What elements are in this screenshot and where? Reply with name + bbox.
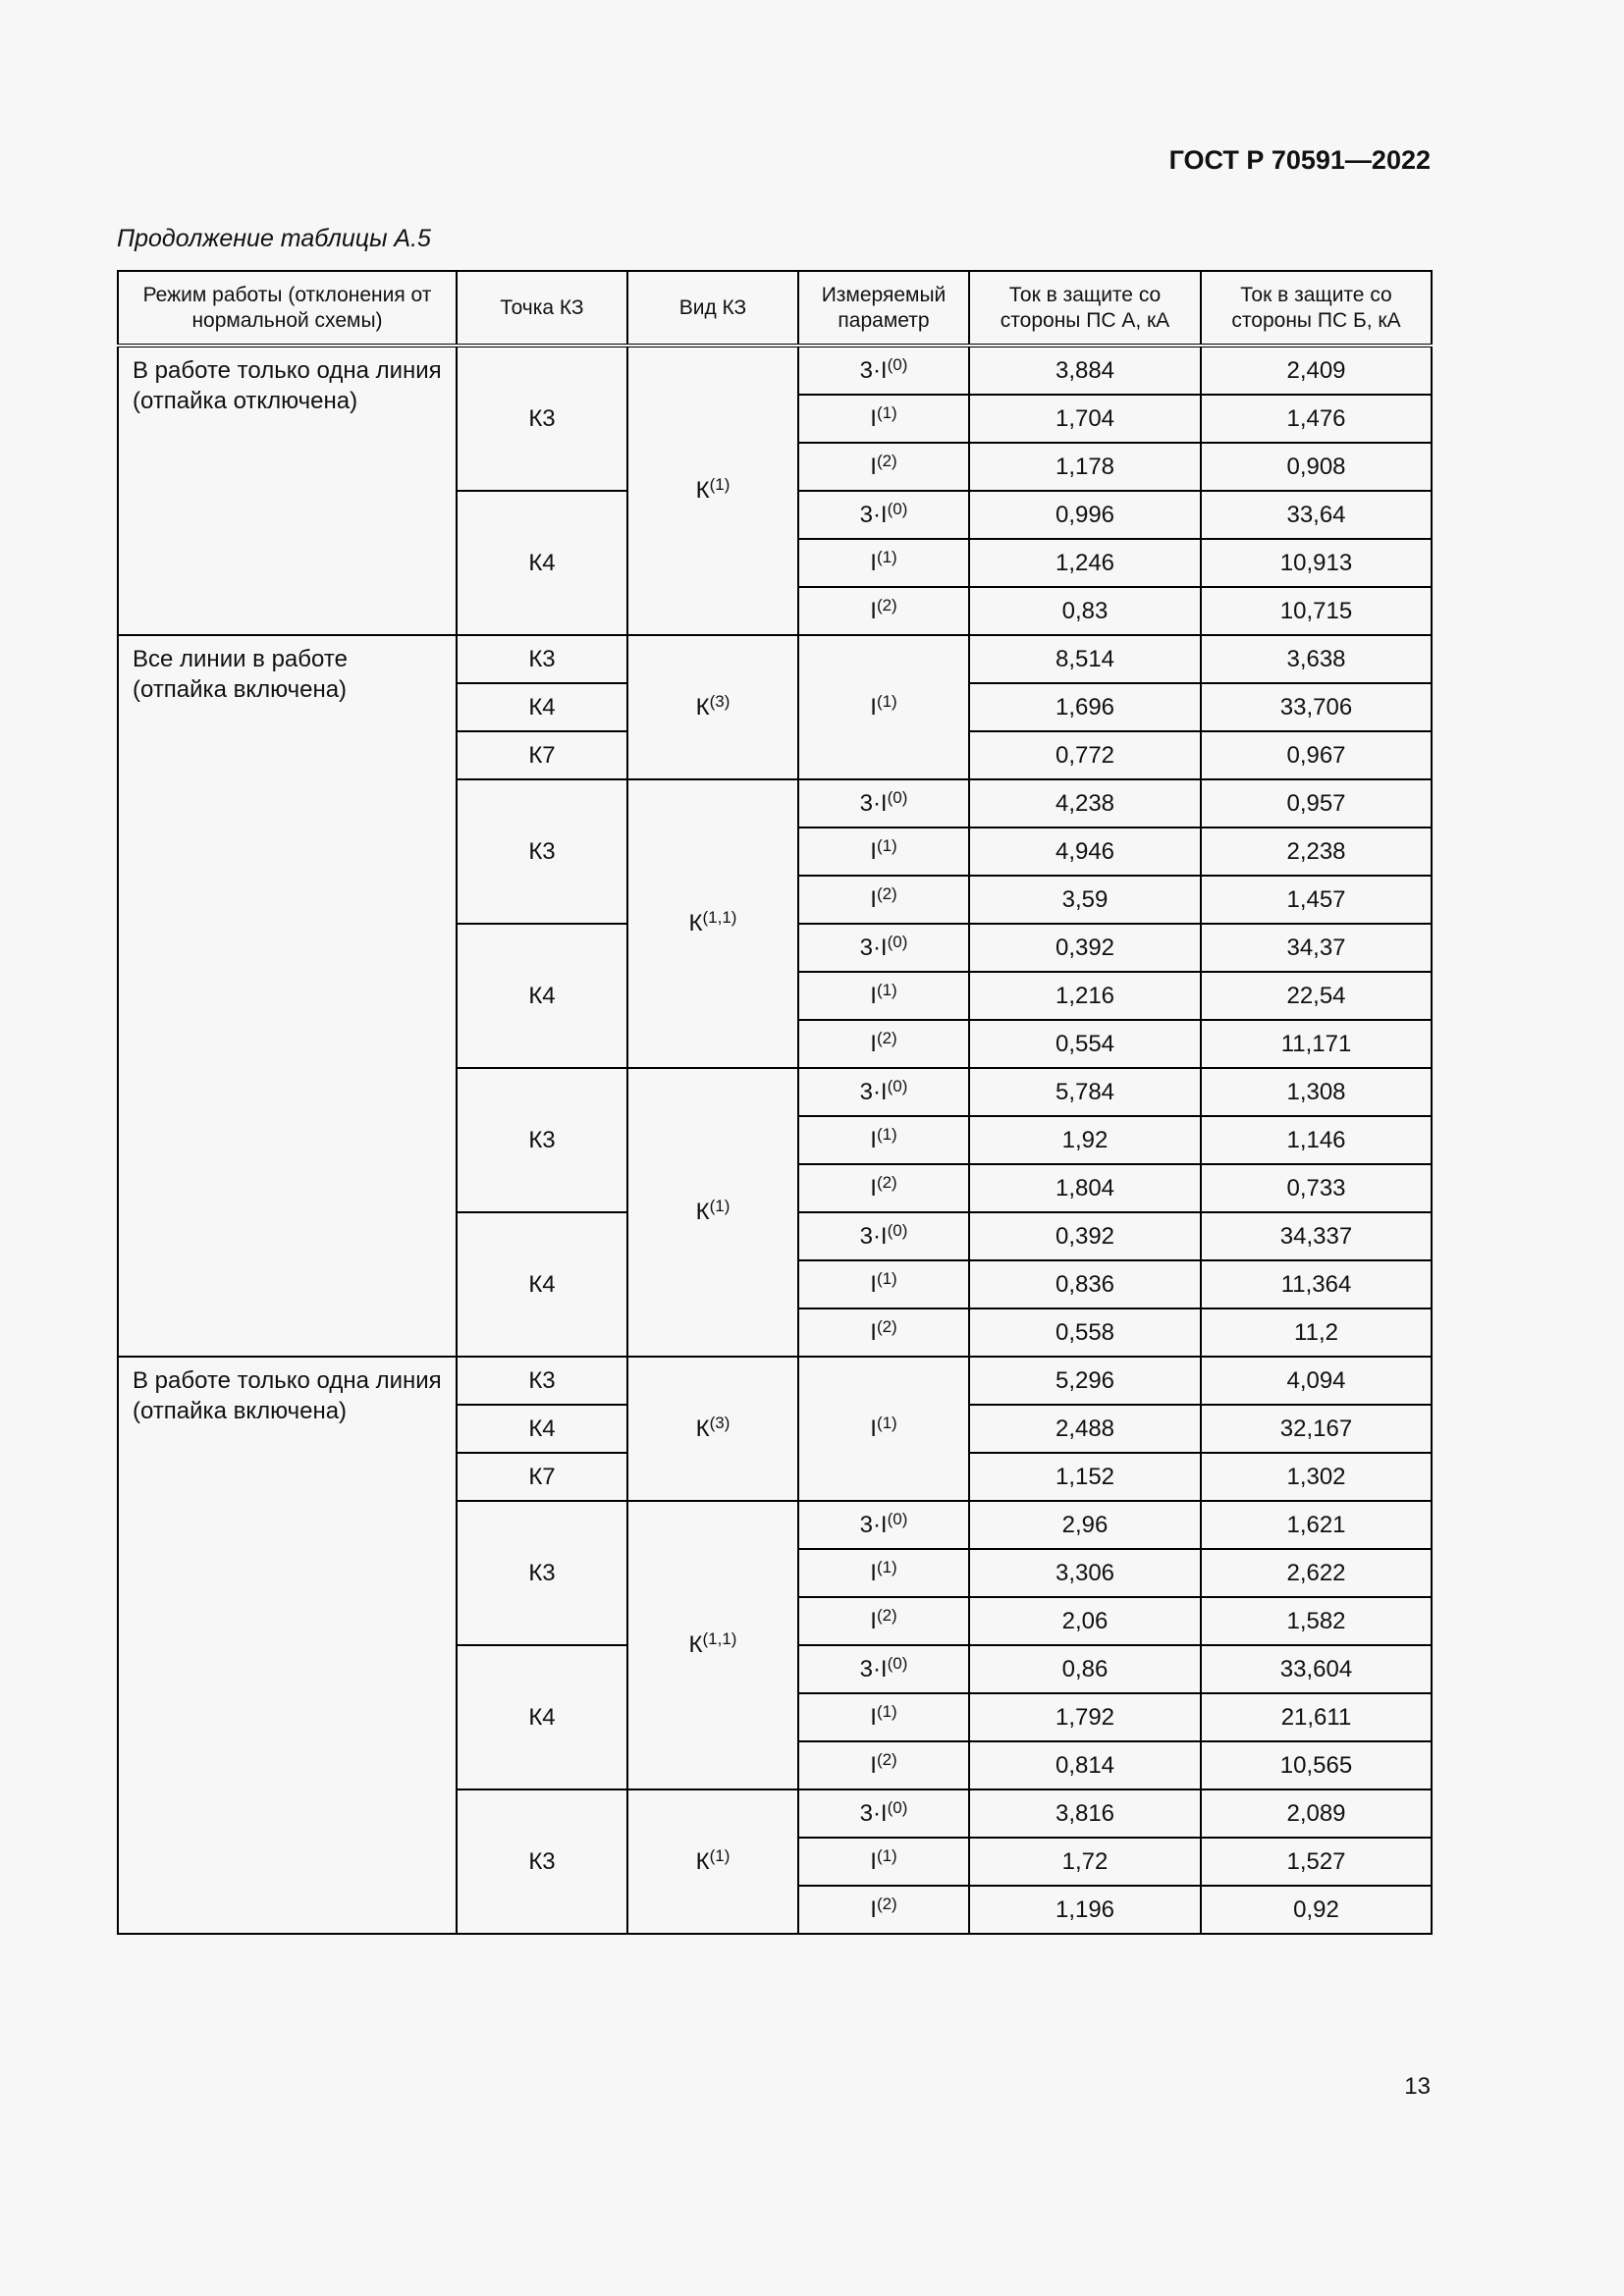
current-b-cell-text: 1,582 (1286, 1607, 1346, 1634)
parameter-cell (798, 395, 969, 443)
column-header: Измеряемый параметр (798, 271, 969, 346)
parameter-cell-text: I (870, 1415, 877, 1442)
parameter-cell-text: I (870, 1174, 877, 1201)
parameter-cell-superscript: (0) (887, 932, 908, 951)
fault-type-cell-superscript: (1) (709, 1197, 731, 1215)
parameter-cell (798, 635, 969, 779)
fault-point-cell-text: К3 (528, 1366, 556, 1394)
table-row (118, 1357, 1432, 1405)
fault-type-cell-superscript: (1) (709, 475, 731, 494)
parameter-cell-text: I (870, 982, 877, 1009)
current-b-cell-text: 22,54 (1286, 982, 1346, 1009)
parameter-cell (798, 1164, 969, 1212)
parameter-cell-text: I (870, 1030, 877, 1057)
fault-point-cell (457, 635, 627, 683)
fault-point-cell (457, 1501, 627, 1645)
current-a-cell-text: 8,514 (1055, 645, 1115, 672)
parameter-cell (798, 1501, 969, 1549)
current-b-cell-text: 1,146 (1286, 1126, 1346, 1153)
current-a-cell (969, 1116, 1201, 1164)
column-header: Ток в защите со стороны ПС Б, кА (1201, 271, 1432, 346)
column-header: Режим работы (отклонения от нормальной схемы) (118, 271, 457, 346)
current-b-cell (1201, 1260, 1432, 1308)
parameter-cell (798, 1886, 969, 1934)
current-a-cell (969, 1838, 1201, 1886)
parameter-cell-text: 3·I (859, 356, 888, 384)
fault-type-cell (627, 346, 798, 635)
current-b-cell-text: 2,622 (1286, 1559, 1346, 1586)
current-b-cell-text: 3,638 (1286, 645, 1346, 672)
current-a-cell-text: 1,696 (1055, 693, 1115, 721)
parameter-cell-text: I (870, 404, 877, 432)
current-b-cell-text: 34,337 (1279, 1222, 1353, 1250)
current-b-cell-text: 1,621 (1286, 1511, 1346, 1538)
current-b-cell (1201, 1645, 1432, 1693)
current-b-cell (1201, 1116, 1432, 1164)
parameter-cell (798, 587, 969, 635)
current-b-cell-text: 1,527 (1286, 1847, 1346, 1875)
fault-point-cell-text: К7 (528, 1463, 556, 1490)
current-a-cell (969, 1549, 1201, 1597)
parameter-cell-superscript: (0) (887, 354, 908, 374)
fault-current-table (117, 270, 1433, 1935)
parameter-cell-text: I (870, 1126, 877, 1153)
current-a-cell (969, 1789, 1201, 1838)
parameter-cell-superscript: (2) (876, 1894, 897, 1913)
current-b-cell (1201, 972, 1432, 1020)
current-b-cell-text: 11,2 (1294, 1318, 1338, 1346)
parameter-cell-superscript: (1) (876, 1557, 897, 1576)
parameter-cell-superscript: (2) (876, 1316, 897, 1336)
current-a-cell-text: 1,246 (1055, 549, 1115, 576)
current-a-cell (969, 683, 1201, 731)
parameter-cell-text: I (870, 693, 877, 721)
parameter-cell-superscript: (0) (887, 1220, 908, 1240)
current-b-cell (1201, 346, 1432, 395)
current-a-cell (969, 1357, 1201, 1405)
fault-point-cell-text: К4 (528, 1703, 556, 1731)
current-a-cell-text: 1,804 (1055, 1174, 1115, 1201)
current-a-cell-text: 0,772 (1055, 741, 1115, 769)
current-a-cell-text: 0,86 (1061, 1655, 1109, 1682)
fault-point-cell (457, 779, 627, 924)
current-b-cell-text: 0,733 (1286, 1174, 1346, 1201)
fault-type-cell (627, 635, 798, 779)
fault-type-cell (627, 1501, 798, 1789)
parameter-cell-superscript: (0) (887, 1509, 908, 1528)
current-b-cell-text: 11,364 (1280, 1270, 1352, 1298)
parameter-cell-superscript: (2) (876, 451, 897, 470)
current-a-cell-text: 2,488 (1055, 1415, 1115, 1442)
parameter-cell-text: I (870, 1270, 877, 1298)
parameter-cell-superscript: (1) (876, 1413, 897, 1432)
parameter-cell-text: 3·I (859, 1655, 888, 1682)
current-b-cell-text: 10,715 (1279, 597, 1353, 624)
current-b-cell (1201, 1453, 1432, 1501)
current-a-cell (969, 1164, 1201, 1212)
page-number: 13 (1404, 2073, 1431, 2100)
current-b-cell-text: 4,094 (1286, 1366, 1346, 1394)
parameter-cell (798, 1260, 969, 1308)
parameter-cell-text: I (870, 597, 877, 624)
parameter-cell-text: 3·I (859, 934, 888, 961)
current-b-cell (1201, 491, 1432, 539)
fault-type-cell-text: К (688, 1631, 703, 1658)
fault-point-cell (457, 346, 627, 491)
parameter-cell (798, 924, 969, 972)
parameter-cell-text: 3·I (859, 1511, 888, 1538)
current-b-cell (1201, 539, 1432, 587)
current-b-cell-text: 0,908 (1286, 453, 1346, 480)
parameter-cell-superscript: (0) (887, 1797, 908, 1817)
parameter-cell-text: I (870, 1607, 877, 1634)
parameter-cell-text: I (870, 1318, 877, 1346)
parameter-cell (798, 779, 969, 828)
current-a-cell-text: 1,92 (1061, 1126, 1109, 1153)
current-a-cell (969, 779, 1201, 828)
current-b-cell-text: 33,64 (1286, 501, 1346, 528)
current-a-cell-text: 5,784 (1055, 1078, 1115, 1105)
document-code: ГОСТ Р 70591—2022 (1168, 145, 1431, 175)
parameter-cell (798, 1789, 969, 1838)
fault-point-cell (457, 924, 627, 1068)
fault-type-cell-superscript: (3) (709, 1413, 731, 1432)
parameter-cell-text: I (870, 549, 877, 576)
parameter-cell (798, 1020, 969, 1068)
fault-point-cell (457, 1453, 627, 1501)
current-a-cell-text: 0,554 (1055, 1030, 1115, 1057)
current-b-cell (1201, 683, 1432, 731)
parameter-cell (798, 346, 969, 395)
current-b-cell (1201, 1068, 1432, 1116)
current-b-cell (1201, 587, 1432, 635)
parameter-cell-superscript: (0) (887, 1653, 908, 1673)
current-a-cell (969, 395, 1201, 443)
mode-cell-text: Все линии в работе (отпайка включена) (133, 646, 348, 703)
fault-point-cell (457, 1068, 627, 1212)
current-a-cell-text: 0,836 (1055, 1270, 1115, 1298)
current-a-cell (969, 1453, 1201, 1501)
current-a-cell (969, 972, 1201, 1020)
mode-cell (118, 635, 457, 1357)
current-b-cell (1201, 635, 1432, 683)
current-a-cell (969, 1645, 1201, 1693)
current-b-cell-text: 2,238 (1286, 837, 1346, 865)
current-a-cell-text: 1,704 (1055, 404, 1115, 432)
current-a-cell (969, 924, 1201, 972)
parameter-cell (798, 828, 969, 876)
current-a-cell (969, 539, 1201, 587)
parameter-cell (798, 1645, 969, 1693)
parameter-cell-superscript: (2) (876, 1028, 897, 1047)
table-body (118, 346, 1432, 1934)
current-a-cell-text: 0,83 (1061, 597, 1109, 624)
current-a-cell (969, 1260, 1201, 1308)
current-a-cell (969, 587, 1201, 635)
fault-point-cell-text: К3 (528, 1847, 556, 1875)
parameter-cell (798, 1308, 969, 1357)
parameter-cell-text: 3·I (859, 501, 888, 528)
current-b-cell-text: 33,604 (1279, 1655, 1353, 1682)
mode-cell-text: В работе только одна линия (отпайка включена) (133, 1367, 442, 1424)
fault-type-cell-text: К (695, 1415, 710, 1442)
table-row (118, 346, 1432, 395)
parameter-cell-text: I (870, 1559, 877, 1586)
fault-type-cell-superscript: (1) (709, 1845, 731, 1865)
current-b-cell-text: 0,957 (1286, 789, 1346, 817)
fault-point-cell (457, 1645, 627, 1789)
current-b-cell-text: 34,37 (1286, 934, 1346, 961)
current-b-cell-text: 1,476 (1286, 404, 1346, 432)
parameter-cell-superscript: (2) (876, 1605, 897, 1625)
current-b-cell (1201, 779, 1432, 828)
parameter-cell-superscript: (1) (876, 980, 897, 999)
fault-point-cell-text: К4 (528, 1415, 556, 1442)
current-a-cell (969, 1741, 1201, 1789)
current-a-cell-text: 3,884 (1055, 356, 1115, 384)
fault-point-cell (457, 491, 627, 635)
parameter-cell (798, 1068, 969, 1116)
fault-point-cell (457, 1405, 627, 1453)
current-a-cell (969, 1020, 1201, 1068)
fault-point-cell-text: К3 (528, 404, 556, 432)
parameter-cell-superscript: (0) (887, 499, 908, 518)
current-b-cell (1201, 731, 1432, 779)
current-b-cell (1201, 1789, 1432, 1838)
fault-point-cell (457, 1212, 627, 1357)
parameter-cell (798, 1693, 969, 1741)
fault-point-cell-text: К4 (528, 982, 556, 1009)
current-b-cell-text: 32,167 (1279, 1415, 1353, 1442)
parameter-cell (798, 876, 969, 924)
current-b-cell-text: 0,967 (1286, 741, 1346, 769)
table-row (118, 635, 1432, 683)
fault-point-cell-text: К4 (528, 549, 556, 576)
parameter-cell-text: 3·I (859, 1799, 888, 1827)
fault-type-cell-text: К (688, 910, 703, 936)
parameter-cell-superscript: (1) (876, 1268, 897, 1288)
fault-type-cell-text: К (695, 693, 710, 721)
parameter-cell-text: I (870, 1703, 877, 1731)
current-b-cell-text: 10,565 (1279, 1751, 1353, 1779)
current-b-cell-text: 1,308 (1286, 1078, 1346, 1105)
current-a-cell (969, 876, 1201, 924)
fault-type-cell-text: К (695, 1199, 710, 1225)
current-b-cell-text: 1,302 (1286, 1463, 1346, 1490)
current-a-cell (969, 491, 1201, 539)
fault-type-cell (627, 1357, 798, 1501)
current-b-cell (1201, 443, 1432, 491)
current-b-cell-text: 10,913 (1279, 549, 1353, 576)
table-header-row (118, 271, 1432, 346)
parameter-cell-text: I (870, 1751, 877, 1779)
current-a-cell (969, 346, 1201, 395)
current-b-cell-text: 33,706 (1279, 693, 1353, 721)
parameter-cell (798, 539, 969, 587)
parameter-cell-superscript: (1) (876, 402, 897, 422)
fault-type-cell (627, 1789, 798, 1934)
parameter-cell-superscript: (1) (876, 691, 897, 711)
parameter-cell (798, 1549, 969, 1597)
current-a-cell-text: 5,296 (1055, 1366, 1115, 1394)
column-header: Ток в защите со стороны ПС А, кА (969, 271, 1201, 346)
current-b-cell (1201, 1549, 1432, 1597)
current-a-cell-text: 3,306 (1055, 1559, 1115, 1586)
fault-type-cell-superscript: (1,1) (702, 908, 737, 927)
current-b-cell-text: 21,611 (1280, 1703, 1352, 1731)
current-a-cell (969, 1693, 1201, 1741)
parameter-cell (798, 491, 969, 539)
current-b-cell (1201, 1405, 1432, 1453)
current-a-cell-text: 1,72 (1061, 1847, 1109, 1875)
parameter-cell-superscript: (2) (876, 1172, 897, 1192)
current-a-cell (969, 443, 1201, 491)
current-a-cell-text: 0,558 (1055, 1318, 1115, 1346)
current-b-cell (1201, 1212, 1432, 1260)
fault-type-cell (627, 779, 798, 1068)
parameter-cell (798, 1838, 969, 1886)
parameter-cell-text: I (870, 885, 877, 913)
current-a-cell-text: 3,59 (1061, 885, 1109, 913)
current-b-cell (1201, 1838, 1432, 1886)
current-b-cell (1201, 1597, 1432, 1645)
current-b-cell (1201, 1357, 1432, 1405)
current-b-cell-text: 1,457 (1286, 885, 1346, 913)
current-a-cell (969, 1886, 1201, 1934)
current-a-cell-text: 4,946 (1055, 837, 1115, 865)
parameter-cell-superscript: (0) (887, 1076, 908, 1095)
parameter-cell-superscript: (2) (876, 595, 897, 614)
current-a-cell (969, 1597, 1201, 1645)
current-b-cell (1201, 924, 1432, 972)
parameter-cell (798, 1357, 969, 1501)
parameter-cell (798, 972, 969, 1020)
parameter-cell-superscript: (1) (876, 1845, 897, 1865)
mode-cell (118, 1357, 457, 1934)
fault-point-cell-text: К3 (528, 1126, 556, 1153)
current-a-cell (969, 1501, 1201, 1549)
fault-point-cell-text: К7 (528, 741, 556, 769)
current-b-cell-text: 0,92 (1293, 1896, 1339, 1923)
current-a-cell-text: 1,152 (1055, 1463, 1115, 1490)
current-b-cell (1201, 1693, 1432, 1741)
mode-cell (118, 346, 457, 635)
parameter-cell-superscript: (2) (876, 883, 897, 903)
current-a-cell-text: 2,96 (1061, 1511, 1109, 1538)
parameter-cell-text: I (870, 1896, 877, 1923)
current-a-cell-text: 0,996 (1055, 501, 1115, 528)
current-b-cell-text: 2,089 (1286, 1799, 1346, 1827)
current-a-cell-text: 0,392 (1055, 934, 1115, 961)
current-b-cell-text: 2,409 (1286, 356, 1346, 384)
fault-type-cell-text: К (695, 1847, 710, 1875)
parameter-cell-text: 3·I (859, 1078, 888, 1105)
parameter-cell-text: I (870, 453, 877, 480)
fault-point-cell (457, 731, 627, 779)
parameter-cell-superscript: (0) (887, 787, 908, 807)
current-b-cell (1201, 1886, 1432, 1934)
current-a-cell-text: 1,178 (1055, 453, 1115, 480)
fault-point-cell-text: К3 (528, 837, 556, 865)
current-a-cell-text: 0,814 (1055, 1751, 1115, 1779)
parameter-cell-text: 3·I (859, 789, 888, 817)
current-a-cell (969, 1405, 1201, 1453)
current-b-cell (1201, 1020, 1432, 1068)
fault-type-cell (627, 1068, 798, 1357)
current-a-cell-text: 1,216 (1055, 982, 1115, 1009)
fault-point-cell-text: К3 (528, 1559, 556, 1586)
current-a-cell-text: 4,238 (1055, 789, 1115, 817)
current-b-cell-text: 11,171 (1280, 1030, 1352, 1057)
fault-type-cell-superscript: (3) (709, 691, 731, 711)
current-b-cell (1201, 1741, 1432, 1789)
current-a-cell-text: 3,816 (1055, 1799, 1115, 1827)
fault-point-cell (457, 683, 627, 731)
parameter-cell (798, 443, 969, 491)
current-b-cell (1201, 395, 1432, 443)
fault-type-cell-superscript: (1,1) (702, 1629, 737, 1648)
parameter-cell (798, 1597, 969, 1645)
parameter-cell (798, 1212, 969, 1260)
fault-type-cell-text: К (695, 477, 710, 504)
parameter-cell (798, 1116, 969, 1164)
current-a-cell-text: 1,792 (1055, 1703, 1115, 1731)
current-b-cell (1201, 828, 1432, 876)
parameter-cell-superscript: (1) (876, 835, 897, 855)
parameter-cell-superscript: (2) (876, 1749, 897, 1769)
fault-point-cell-text: К3 (528, 645, 556, 672)
parameter-cell-text: I (870, 1847, 877, 1875)
current-b-cell (1201, 1501, 1432, 1549)
fault-point-cell (457, 1357, 627, 1405)
current-b-cell (1201, 1164, 1432, 1212)
current-a-cell-text: 2,06 (1061, 1607, 1109, 1634)
parameter-cell-superscript: (1) (876, 1124, 897, 1144)
table-caption: Продолжение таблицы А.5 (117, 225, 431, 252)
fault-point-cell (457, 1789, 627, 1934)
current-a-cell (969, 1308, 1201, 1357)
current-a-cell-text: 0,392 (1055, 1222, 1115, 1250)
current-a-cell (969, 1212, 1201, 1260)
current-b-cell (1201, 1308, 1432, 1357)
current-a-cell (969, 731, 1201, 779)
current-a-cell (969, 1068, 1201, 1116)
current-b-cell (1201, 876, 1432, 924)
parameter-cell (798, 1741, 969, 1789)
fault-point-cell-text: К4 (528, 693, 556, 721)
parameter-cell-superscript: (1) (876, 1701, 897, 1721)
parameter-cell-superscript: (1) (876, 547, 897, 566)
mode-cell-text: В работе только одна линия (отпайка отключена) (133, 357, 442, 414)
column-header: Вид КЗ (627, 271, 798, 346)
current-a-cell (969, 635, 1201, 683)
current-a-cell (969, 828, 1201, 876)
column-header: Точка КЗ (457, 271, 627, 346)
parameter-cell-text: 3·I (859, 1222, 888, 1250)
current-a-cell-text: 1,196 (1055, 1896, 1115, 1923)
fault-point-cell-text: К4 (528, 1270, 556, 1298)
parameter-cell-text: I (870, 837, 877, 865)
